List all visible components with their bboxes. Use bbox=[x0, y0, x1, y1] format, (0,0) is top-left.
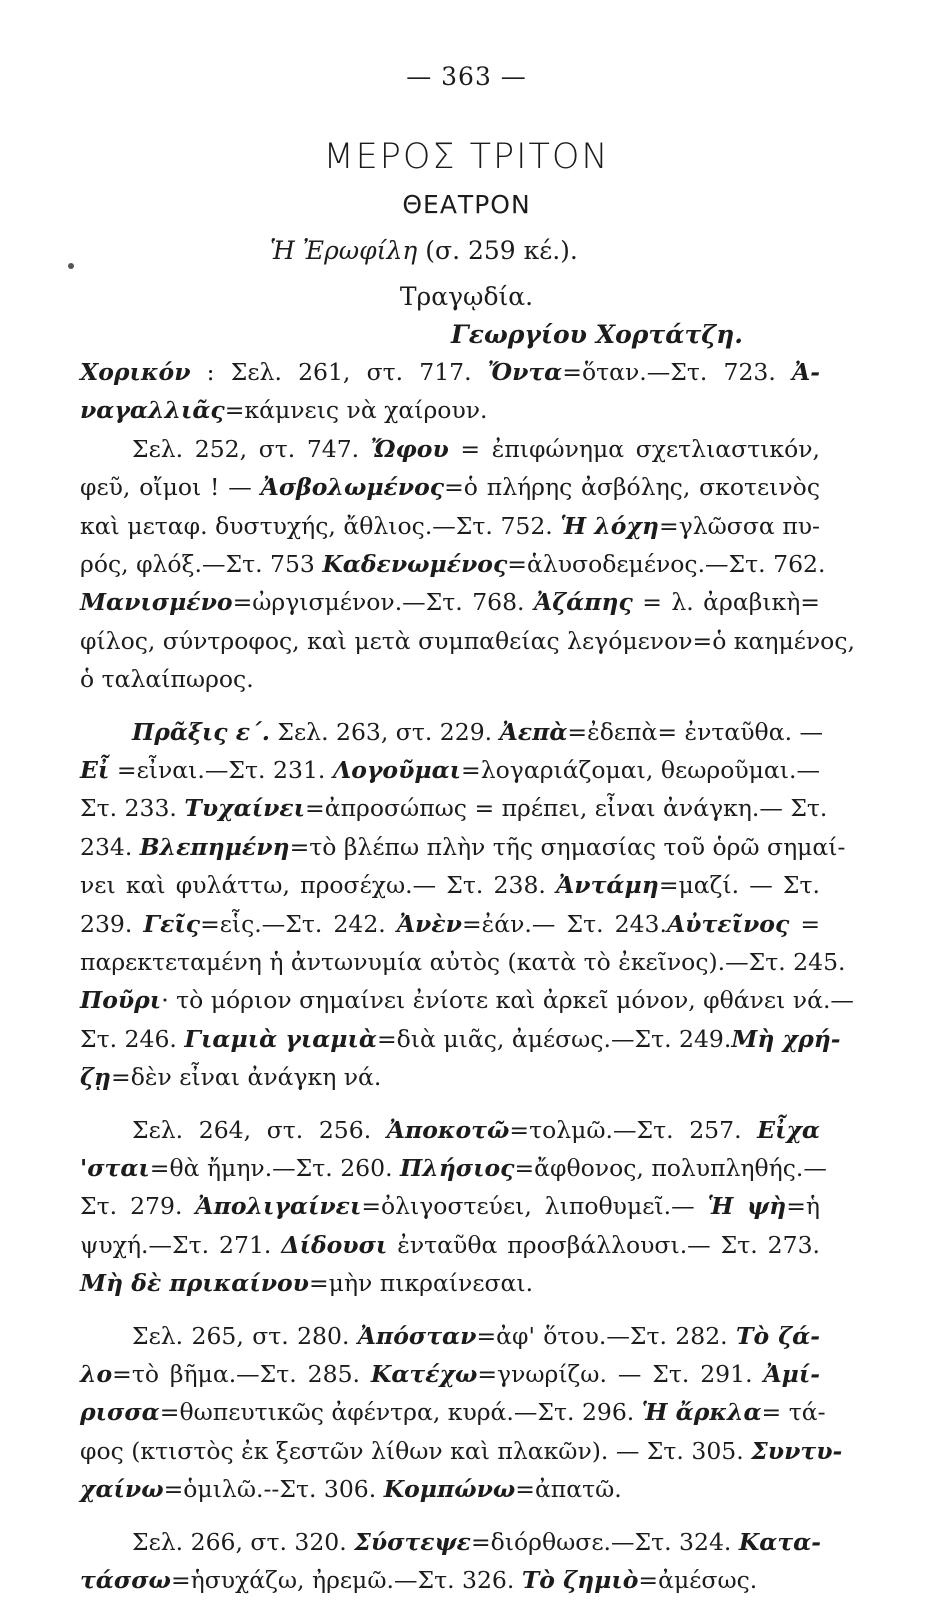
text-line bbox=[80, 512, 820, 550]
glossary-term: Ἀεπὰ bbox=[499, 717, 568, 746]
glossary-term: Κομπώνω bbox=[383, 1475, 516, 1504]
glossary-term: Βλεπημένη bbox=[139, 832, 290, 861]
glossary-text: =ἡσυχάζω, ἠρεμῶ.—Στ. 326. bbox=[170, 1566, 522, 1594]
glossary-text: =ἀμέσως. bbox=[638, 1566, 758, 1594]
text-line bbox=[80, 1360, 820, 1398]
glossary-text: Σελ. 263, στ. 229. bbox=[269, 717, 500, 746]
glossary-text: =ἁλυσοδεμένος.—Στ. 762. bbox=[507, 550, 826, 578]
glossary-term: Ποῦρι bbox=[80, 986, 162, 1015]
glossary-term: Χορικόν bbox=[80, 358, 191, 386]
glossary-text: φος (κτιστὸς ἐκ ξεστῶν λίθων καὶ πλακῶν). — Στ. 305. bbox=[80, 1436, 752, 1465]
play-heading bbox=[270, 236, 578, 265]
glossary-term: ρισσα bbox=[80, 1398, 160, 1427]
glossary-term: Εἶ bbox=[80, 756, 110, 784]
glossary-text: Στ. 246. bbox=[80, 1024, 185, 1053]
glossary-text: =διόρθωσε.—Στ. 324. bbox=[470, 1527, 739, 1556]
text-line bbox=[80, 1528, 820, 1566]
glossary-text: νει καὶ φυλάττω, προσέχω.— Στ. 238. bbox=[80, 871, 557, 900]
play-title: Ἡ Ἐρωφίλη bbox=[270, 236, 418, 265]
section-subtitle: ΘΕΑΤΡΟΝ bbox=[402, 190, 531, 219]
glossary-text: = λ. ἀραβικὴ= bbox=[632, 588, 820, 617]
glossary-term: Κατέχω bbox=[370, 1360, 478, 1388]
glossary-term: Πλήσιος bbox=[400, 1154, 515, 1182]
glossary-term: Πρᾶξις ε΄. bbox=[132, 717, 270, 746]
text-line bbox=[80, 717, 824, 756]
glossary-text: Στ. 233. bbox=[80, 794, 185, 823]
glossary-text: =δὲν εἶναι ἀνάγκη νά. bbox=[111, 1063, 382, 1092]
glossary-term: Συντυ- bbox=[751, 1436, 843, 1465]
text-line bbox=[80, 358, 820, 396]
glossary-text: =ὀλιγοστεύει, λιποθυμεῖ.— bbox=[361, 1192, 708, 1221]
glossary-term: ναγαλλιᾶς bbox=[80, 396, 225, 425]
glossary-term: Ἀ- bbox=[792, 358, 820, 386]
glossary-term: Τυχαίνει bbox=[184, 794, 306, 823]
glossary-text: =ἐάν.— Στ. 243. bbox=[461, 909, 667, 938]
glossary-term: Ἀπόσταν bbox=[357, 1321, 477, 1350]
glossary-text: · τὸ μόριον σημαίνει ἐνίοτε καὶ ἀρκεῖ μόνον, φθάνει νά.— bbox=[161, 986, 854, 1015]
glossary-term: λο bbox=[80, 1360, 113, 1388]
genre-label: Τραγῳδία. bbox=[399, 282, 534, 311]
glossary-text: =γλῶσσα πυ- bbox=[659, 511, 820, 540]
glossary-term: Μανισμένο bbox=[80, 588, 233, 617]
glossary-text: =τολμῶ.—Στ. 257. bbox=[509, 1115, 758, 1144]
glossary-term: χαίνω bbox=[80, 1475, 164, 1504]
glossary-term: Δίδουσι bbox=[281, 1230, 388, 1259]
glossary-term: Ὤφου bbox=[370, 434, 449, 463]
text-line bbox=[80, 1024, 841, 1063]
glossary-term: Κατα- bbox=[738, 1527, 822, 1556]
glossary-text: =εἷς.—Στ. 242. bbox=[200, 909, 397, 938]
glossary-term: Εἶχα bbox=[757, 1115, 820, 1144]
glossary-term: Τὸ ζά- bbox=[735, 1321, 820, 1350]
glossary-text: =μὴν πικραίνεσαι. bbox=[308, 1269, 534, 1298]
glossary-text: 234. bbox=[80, 832, 140, 861]
author-name: Γεωργίου Χορτάτζη. bbox=[451, 320, 743, 349]
glossary-term: Ἀζάπης bbox=[533, 588, 633, 617]
glossary-term: Ἡ λόχη bbox=[560, 511, 660, 540]
text-line bbox=[80, 948, 846, 986]
glossary-text: Σελ. 252, στ. 747. bbox=[132, 434, 371, 463]
glossary-term: Καδενωμένος bbox=[322, 550, 508, 578]
glossary-text: =ἀφ' ὅτου.—Στ. 282. bbox=[476, 1321, 736, 1350]
glossary-term: Ἀποκοτῶ bbox=[386, 1115, 510, 1144]
section-title: ΜΕΡΟΣ ΤΡΙΤΟΝ bbox=[323, 137, 610, 177]
glossary-text: ψυχή.—Στ. 271. bbox=[80, 1230, 282, 1259]
glossary-term: Σύστεψε bbox=[354, 1527, 471, 1556]
glossary-text: Σελ. 266, στ. 320. bbox=[132, 1527, 355, 1556]
glossary-text: =λογαριάζομαι, θεωροῦμαι.— bbox=[461, 756, 820, 784]
glossary-text: ὁ ταλαίπωρος. bbox=[80, 665, 254, 694]
text-line bbox=[80, 1566, 820, 1604]
glossary-text: =ὠργισμένον.—Στ. 768. bbox=[232, 588, 534, 617]
glossary-text: =γνωρίζω. — Στ. 291. bbox=[477, 1360, 764, 1388]
glossary-term: Γεῖς bbox=[143, 909, 201, 938]
glossary-text: =ἄφθονος, πολυπληθής.— bbox=[514, 1154, 827, 1182]
text-line bbox=[80, 1436, 843, 1475]
glossary-text: =τὸ βῆμα.—Στ. 285. bbox=[112, 1360, 371, 1388]
glossary-text: καὶ μεταφ. δυστυχής, ἄθλιος.—Στ. 752. bbox=[80, 511, 561, 540]
glossary-term: Ἡ ἄρκλα bbox=[641, 1398, 762, 1427]
glossary-term: τάσσω bbox=[80, 1566, 171, 1594]
text-line bbox=[80, 756, 820, 794]
glossary-term: Ἡ ψὴ bbox=[707, 1192, 787, 1221]
glossary-text: =ἀπατῶ. bbox=[515, 1475, 622, 1504]
text-line bbox=[80, 588, 820, 626]
glossary-text: φίλος, σύντροφος, καὶ μετὰ συμπαθείας λεγόμενον=ὁ καημένος, bbox=[80, 626, 855, 655]
glossary-term: Γιαμιὰ γιαμιὰ bbox=[184, 1024, 377, 1053]
glossary-text: =διὰ μιᾶς, ἀμέσως.—Στ. 249. bbox=[376, 1024, 732, 1053]
glossary-text: Στ. 279. bbox=[80, 1192, 196, 1221]
glossary-text: 239. bbox=[80, 909, 144, 938]
glossary-term: Μὴ χρή- bbox=[731, 1024, 841, 1053]
play-reference: (σ. 259 κέ.). bbox=[417, 236, 578, 265]
glossary-text: ρός, φλόξ.—Στ. 753 bbox=[80, 550, 323, 578]
text-line bbox=[80, 1154, 827, 1192]
text-line bbox=[80, 1398, 826, 1436]
text-line bbox=[80, 550, 826, 588]
text-line bbox=[80, 665, 820, 703]
glossary-term: Τὸ ζημιὸ bbox=[521, 1566, 639, 1594]
text-line bbox=[80, 1231, 820, 1269]
glossary-term: Ἀνὲν bbox=[396, 909, 462, 938]
text-line bbox=[80, 910, 820, 948]
text-line bbox=[80, 626, 855, 665]
glossary-term: 'σται bbox=[80, 1154, 150, 1182]
text-line bbox=[80, 1322, 820, 1360]
glossary-text: παρεκτεταμένη ἡ ἀντωνυμία αὐτὸς (κατὰ τὸ ἐκεῖνος).—Στ. 245. bbox=[80, 948, 846, 976]
glossary-term: Ἀπολιγαίνει bbox=[195, 1192, 362, 1221]
glossary-text: Σελ. 265, στ. 280. bbox=[132, 1321, 358, 1350]
ink-speck bbox=[68, 263, 74, 269]
glossary-term: Μὴ δὲ πρικαίνου bbox=[80, 1269, 309, 1298]
glossary-text: =ὁμιλῶ.--Στ. 306. bbox=[163, 1475, 384, 1504]
glossary-term: Ἀσβολωμένος bbox=[260, 473, 445, 502]
glossary-term: Ἀμί- bbox=[763, 1360, 821, 1388]
glossary-text: =μαζί. — Στ. bbox=[658, 871, 821, 900]
glossary-text: Σελ. 264, στ. 256. bbox=[132, 1115, 387, 1144]
glossary-text: =θωπευτικῶς ἀφέντρα, κυρά.—Στ. 296. bbox=[159, 1398, 642, 1427]
text-line bbox=[80, 1475, 820, 1513]
glossary-text: = bbox=[789, 909, 821, 938]
glossary-text: =θὰ ἤμην.—Στ. 260. bbox=[149, 1154, 401, 1182]
glossary-text: φεῦ, οἴμοι ! — bbox=[80, 473, 261, 502]
glossary-text: : Σελ. 261, στ. 717. bbox=[190, 358, 488, 386]
glossary-text: =ἐδεπὰ= ἐνταῦθα. — bbox=[567, 717, 824, 746]
glossary-text: =κάμνεις νὰ χαίρουν. bbox=[224, 396, 488, 425]
text-line bbox=[80, 1269, 820, 1307]
text-line bbox=[80, 1116, 820, 1154]
glossary-term: ζῃ bbox=[80, 1063, 112, 1092]
glossary-text: =ὁ πλήρης ἀσβόλης, σκοτεινὸς bbox=[444, 473, 820, 502]
text-line bbox=[80, 1192, 820, 1230]
text-line bbox=[80, 832, 846, 871]
page-number: — 363 — bbox=[406, 62, 527, 91]
glossary-text: ἐνταῦθα προσβάλλουσι.— Στ. 273. bbox=[387, 1230, 820, 1259]
text-line bbox=[80, 473, 820, 511]
text-line bbox=[80, 396, 820, 434]
glossary-text: =ἀπροσώπως = πρέπει, εἶναι ἀνάγκη.— Στ. bbox=[305, 794, 828, 823]
text-line bbox=[80, 871, 820, 909]
glossary-term: Λογοῦμαι bbox=[332, 756, 462, 784]
text-line bbox=[80, 435, 820, 473]
glossary-text: =εἶναι.—Στ. 231. bbox=[109, 756, 333, 784]
text-line bbox=[80, 794, 828, 832]
glossary-term: Ὄντα bbox=[487, 358, 563, 386]
glossary-text: =ὅταν.—Στ. 723. bbox=[562, 358, 792, 386]
glossary-term: Ἀντάμη bbox=[556, 871, 659, 900]
glossary-text: = ἐπιφώνημα σχετλιαστικόν, bbox=[448, 434, 820, 463]
glossary-text: =τὸ βλέπω πλὴν τῆς σημασίας τοῦ ὁρῶ σημαί- bbox=[289, 832, 846, 861]
text-line bbox=[80, 1063, 820, 1101]
glossary-term: Αὐτεῖνος bbox=[666, 909, 790, 938]
glossary-text: =ἡ bbox=[786, 1192, 820, 1221]
glossary-text: = τά- bbox=[761, 1398, 826, 1427]
text-line bbox=[80, 986, 854, 1024]
